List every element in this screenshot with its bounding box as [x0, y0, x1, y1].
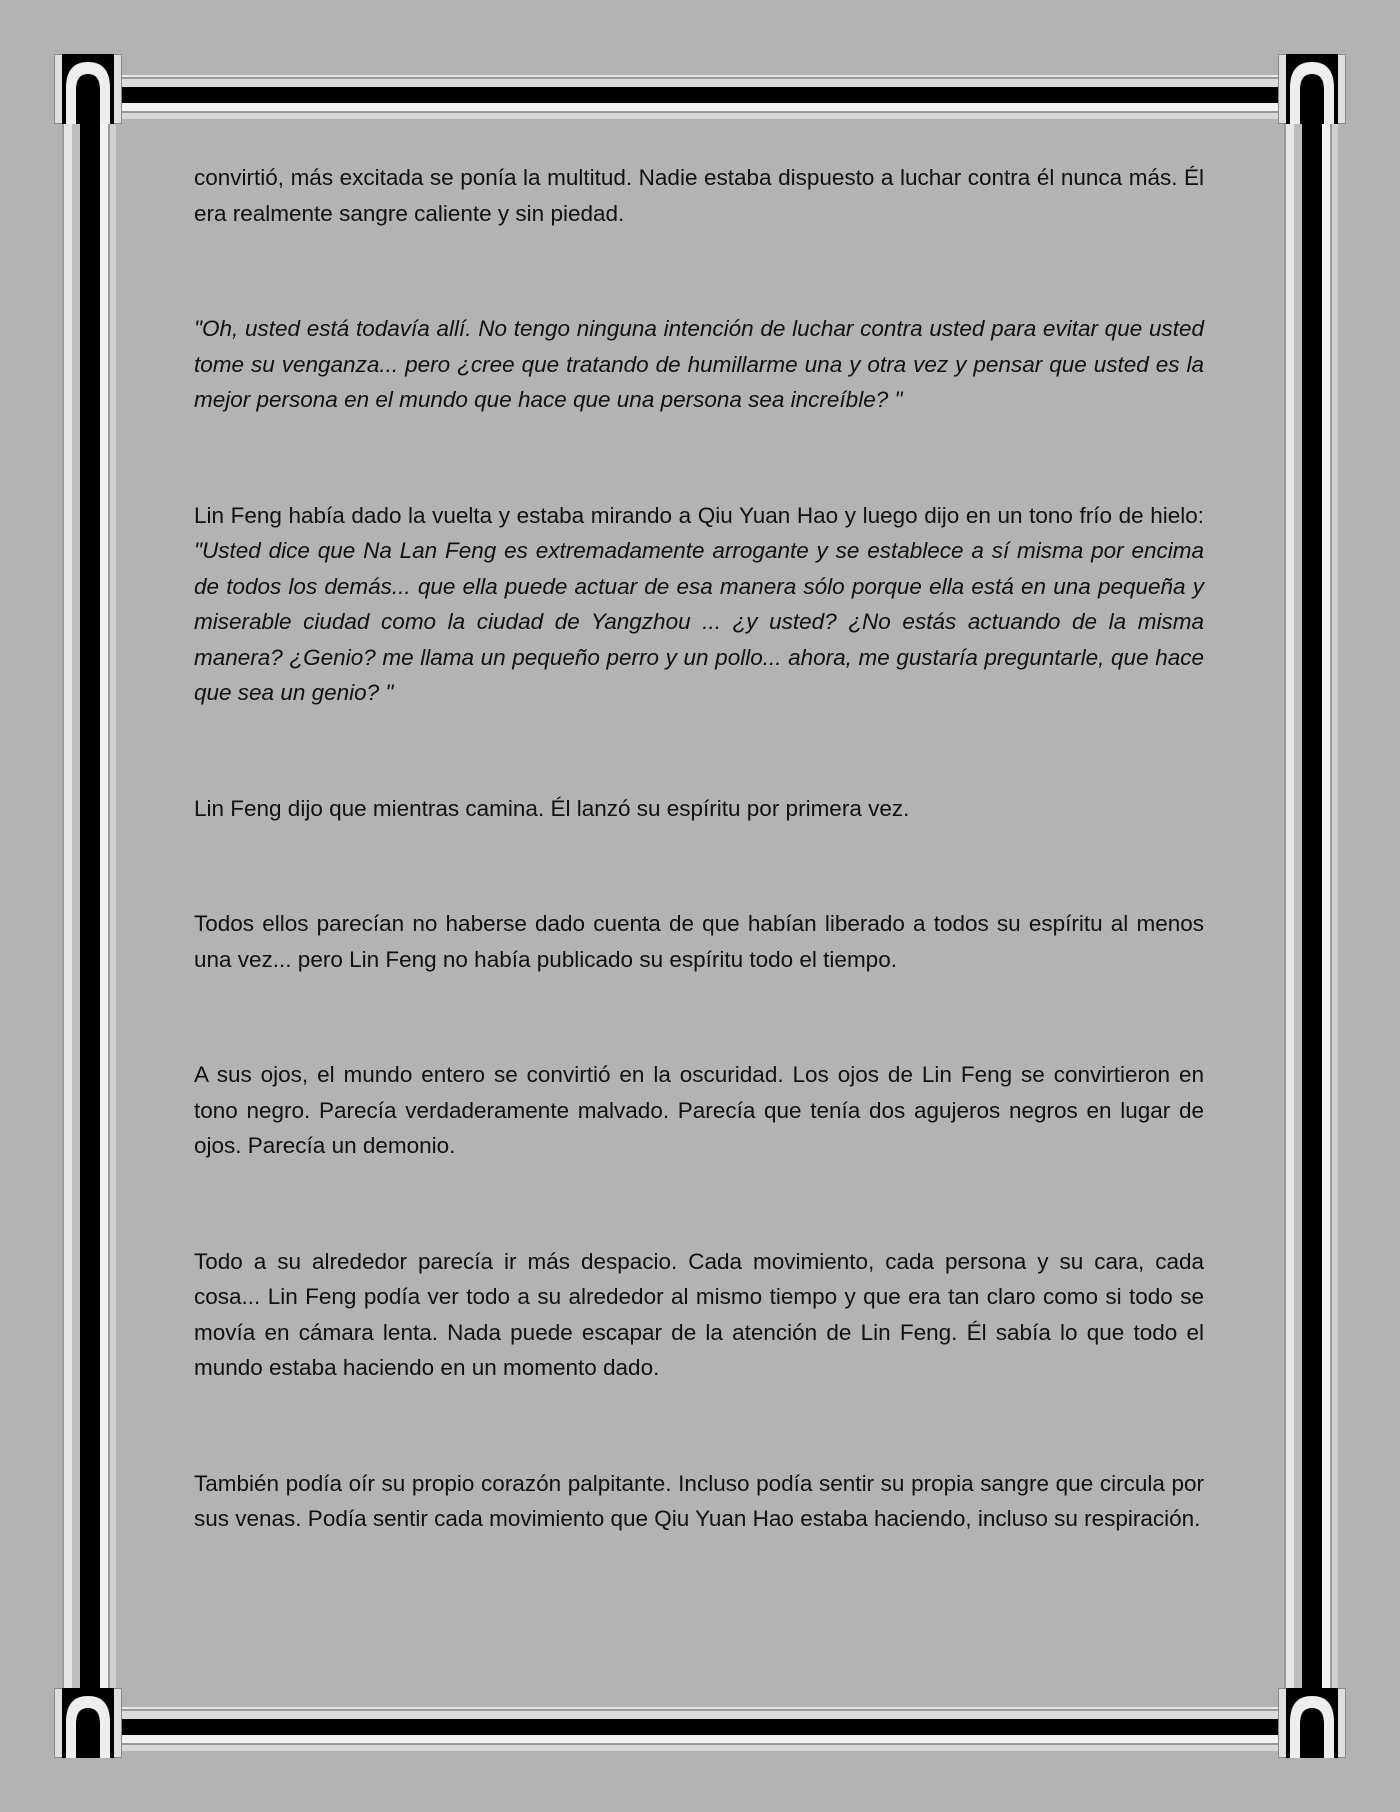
- paragraph: [194, 498, 1204, 711]
- paragraph-text: Lin Feng dijo que mientras camina. Él lanzó su espíritu por primera vez.: [194, 795, 910, 821]
- paragraph: [194, 1244, 1204, 1386]
- paragraph: [194, 1466, 1204, 1537]
- paragraph-text: convirtió, más excitada se ponía la multitud. Nadie estaba dispuesto a luchar contra él nunca más. Él era realmente sangre caliente y sin piedad.: [194, 165, 1204, 226]
- paragraph: [194, 160, 1204, 231]
- paragraph-text: También podía oír su propio corazón palpitante. Incluso podía sentir su propia sangre que circula por sus venas. Podía sentir cada movimiento que Qiu Yuan Hao estaba haciendo, incluso su respiración.: [194, 1470, 1204, 1531]
- paragraph-text: A sus ojos, el mundo entero se convirtió en la oscuridad. Los ojos de Lin Feng se convirtieron en tono negro. Parecía verdaderamente malvado. Parecía que tenía dos agujeros negros en lugar de ojos. Parecía un demonio.: [194, 1062, 1204, 1158]
- frame-corner-ornament-top-left: [54, 54, 122, 124]
- paragraph-text: Todo a su alrededor parecía ir más despacio. Cada movimiento, cada persona y su cara, cada cosa... Lin Feng podía ver todo a su alrededor al mismo tiempo y que era tan claro como si todo se movía en cámara lenta. Nada puede escapar de la atención de Lin Feng. Él sabía lo que todo el mundo estaba haciendo en un momento dado.: [194, 1248, 1204, 1380]
- page-body-text: [194, 160, 1204, 1537]
- frame-left-border: [62, 120, 116, 1695]
- paragraph-text: Lin Feng había dado la vuelta y estaba mirando a Qiu Yuan Hao y luego dijo en un tono frío de hielo:: [194, 502, 1204, 528]
- frame-top-border: [120, 75, 1280, 119]
- frame-corner-ornament-bottom-left: [54, 1688, 122, 1758]
- frame-corner-ornament-top-right: [1278, 54, 1346, 124]
- paragraph: [194, 1057, 1204, 1164]
- frame-corner-ornament-bottom-right: [1278, 1688, 1346, 1758]
- paragraph: [194, 906, 1204, 977]
- dialogue-text: "Usted dice que Na Lan Feng es extremadamente arrogante y se establece a sí misma por encima de todos los demás... que ella puede actuar de esa manera sólo porque ella está en una pequeña y miserable ciudad como la ciudad de Yangzhou ... ¿y usted? ¿No estás actuando de la misma manera? ¿Genio? me llama un pequeño perro y un pollo... ahora, me gustaría preguntarle, que hace que sea un genio? ": [194, 538, 1204, 705]
- frame-bottom-border: [120, 1707, 1280, 1751]
- paragraph: [194, 791, 1204, 827]
- dialogue-text: "Oh, usted está todavía allí. No tengo ninguna intención de luchar contra usted para evitar que usted tome su venganza... pero ¿cree que tratando de humillarme una y otra vez y pensar que usted es la mejor persona en el mundo que hace que una persona sea increíble? ": [194, 316, 1204, 412]
- frame-right-border: [1284, 120, 1338, 1695]
- paragraph: [194, 311, 1204, 418]
- paragraph-text: Todos ellos parecían no haberse dado cuenta de que habían liberado a todos su espíritu al menos una vez... pero Lin Feng no había publicado su espíritu todo el tiempo.: [194, 911, 1204, 972]
